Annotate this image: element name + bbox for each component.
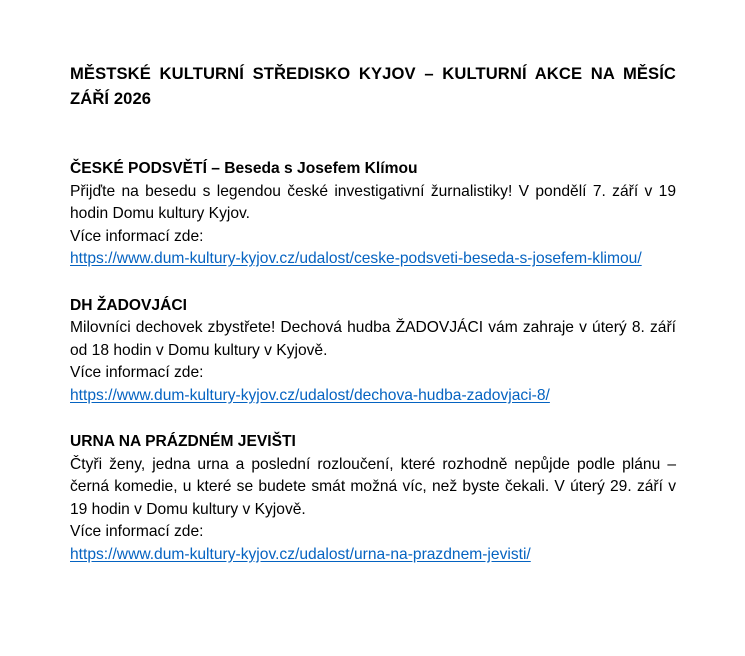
event-dh-zadovjaci bbox=[70, 295, 676, 408]
event-ceske-podsveti bbox=[70, 158, 676, 271]
event-description: Přijďte na besedu s legendou české investigativní žurnalistiky! V pondělí 7. září v 19 hodin Domu kultury Kyjov. bbox=[70, 182, 676, 222]
event-urna-na-prazdnem-jevisti bbox=[70, 431, 676, 566]
event-heading: ČESKÉ PODSVĚTÍ – Beseda s Josefem Klímou bbox=[70, 160, 418, 177]
document-title: MĚSTSKÉ KULTURNÍ STŘEDISKO KYJOV – KULTURNÍ AKCE NA MĚSÍC ZÁŘÍ 2026 bbox=[70, 64, 676, 108]
document-page bbox=[70, 0, 676, 566]
more-info-label: Více informací zde: bbox=[70, 227, 204, 245]
event-link[interactable]: https://www.dum-kultury-kyjov.cz/udalost/dechova-hudba-zadovjaci-8/ bbox=[70, 386, 550, 404]
event-link[interactable]: https://www.dum-kultury-kyjov.cz/udalost/ceske-podsveti-beseda-s-josefem-klimou/ bbox=[70, 250, 642, 267]
event-description: Milovníci dechovek zbystřete! Dechová hudba ŽADOVJÁCI vám zahraje v úterý 8. září od 18 hodin v Domu kultury v Kyjově. bbox=[70, 319, 676, 359]
more-info-label: Více informací zde: bbox=[70, 364, 204, 381]
event-heading: DH ŽADOVJÁCI bbox=[70, 296, 187, 314]
event-link[interactable]: https://www.dum-kultury-kyjov.cz/udalost/urna-na-prazdnem-jevisti/ bbox=[70, 545, 531, 563]
event-description: Čtyři ženy, jedna urna a poslední rozloučení, které rozhodně nepůjde podle plánu – černá komedie, u které se budete smát možná víc, než byste čekali. V úterý 29. září v 19 hodin v Domu kultury v Kyjově. bbox=[70, 455, 676, 518]
more-info-label: Více informací zde: bbox=[70, 523, 204, 540]
event-heading: URNA NA PRÁZDNÉM JEVIŠTI bbox=[70, 433, 296, 450]
